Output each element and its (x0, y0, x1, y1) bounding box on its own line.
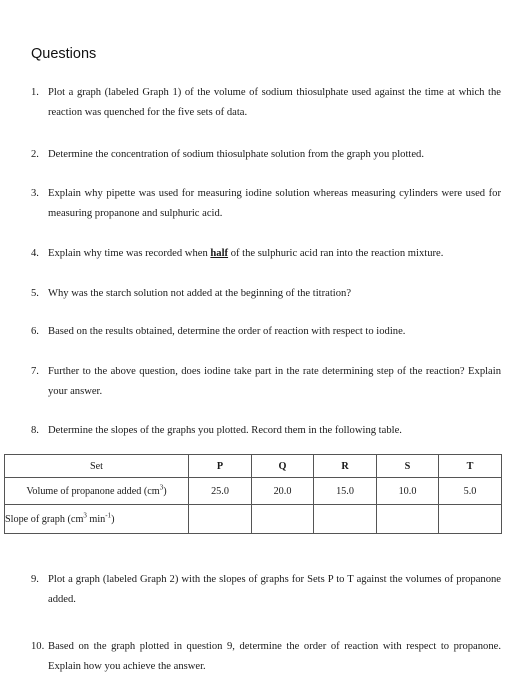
question-9 (31, 570, 501, 610)
question-number: 2. (31, 149, 39, 160)
table-header-r: R (314, 455, 377, 478)
question-number: 4. (31, 248, 39, 259)
question-1 (31, 83, 501, 123)
question-text: Why was the starch solution not added at the beginning of the titration? (48, 288, 352, 299)
question-8 (31, 421, 501, 441)
answer-cell-q[interactable] (252, 505, 314, 534)
row-label-volume (5, 478, 189, 505)
question-number: 6. (31, 326, 39, 337)
table-cell: 15.0 (314, 478, 377, 505)
superscript: -1 (105, 511, 112, 520)
page-title: Questions (31, 46, 97, 62)
question-text: Determine the concentration of sodium thiosulphate solution from the graph you plotted. (48, 149, 424, 160)
question-number: 9. (31, 574, 39, 585)
question-text: Further to the above question, does iodine take part in the rate determining step of the reaction? Explain your answer. (48, 366, 501, 397)
table-header-row (5, 455, 502, 478)
question-text (48, 244, 501, 264)
row-label-close: ) (163, 485, 167, 497)
table-cell: 20.0 (252, 478, 314, 505)
question-text: Determine the slopes of the graphs you plotted. Record them in the following table. (48, 425, 402, 436)
question-4 (31, 244, 501, 264)
table-cell: 5.0 (439, 478, 502, 505)
table-cell: 25.0 (189, 478, 252, 505)
table-header-set: Set (5, 455, 189, 478)
table-header-p: P (189, 455, 252, 478)
question-5 (31, 284, 501, 304)
emphasized-word: half (210, 248, 229, 259)
question-text-part: of the sulphuric acid ran into the reaction mixture. (228, 248, 444, 259)
row-label-text: Volume of propanone added (cm (26, 485, 160, 497)
question-number: 5. (31, 288, 39, 299)
question-2 (31, 145, 501, 165)
row-label-slope (5, 505, 189, 534)
question-text: Plot a graph (labeled Graph 2) with the slopes of graphs for Sets P to T against the volumes of propanone added. (48, 574, 501, 605)
answer-cell-r[interactable] (314, 505, 377, 534)
question-3 (31, 184, 501, 224)
question-number: 10. (31, 641, 45, 652)
answer-cell-p[interactable] (189, 505, 252, 534)
table-header-s: S (377, 455, 439, 478)
table-row-volume (5, 478, 502, 505)
question-text-part: Explain why time was recorded when (48, 248, 211, 259)
row-label-close: ) (111, 513, 115, 525)
answer-cell-t[interactable] (439, 505, 502, 534)
question-text: Based on the graph plotted in question 9, determine the order of reaction with respect to propanone. Explain how you achieve the answer. (48, 641, 501, 672)
question-number: 8. (31, 425, 39, 436)
table-row-slope (5, 505, 502, 534)
superscript: 3 (159, 483, 164, 492)
superscript: 3 (83, 511, 87, 520)
question-text: Explain why pipette was used for measuring iodine solution whereas measuring cylinders were used for measuring propanone and sulphuric acid. (48, 188, 501, 219)
table-cell: 10.0 (377, 478, 439, 505)
answer-cell-s[interactable] (377, 505, 439, 534)
row-label-text: min (86, 513, 106, 525)
row-label-text: Slope of graph (cm (5, 513, 84, 525)
question-text: Based on the results obtained, determine the order of reaction with respect to iodine. (48, 326, 406, 337)
question-number: 7. (31, 366, 39, 377)
slopes-table (4, 454, 502, 534)
table-header-q: Q (252, 455, 314, 478)
table-header-t: T (439, 455, 502, 478)
question-7 (31, 362, 501, 402)
question-text: Plot a graph (labeled Graph 1) of the volume of sodium thiosulphate used against the time at which the reaction was quenched for the five sets of data. (48, 87, 501, 118)
question-10 (31, 637, 501, 677)
question-number: 1. (31, 87, 39, 98)
question-6 (31, 322, 501, 342)
question-number: 3. (31, 188, 39, 199)
